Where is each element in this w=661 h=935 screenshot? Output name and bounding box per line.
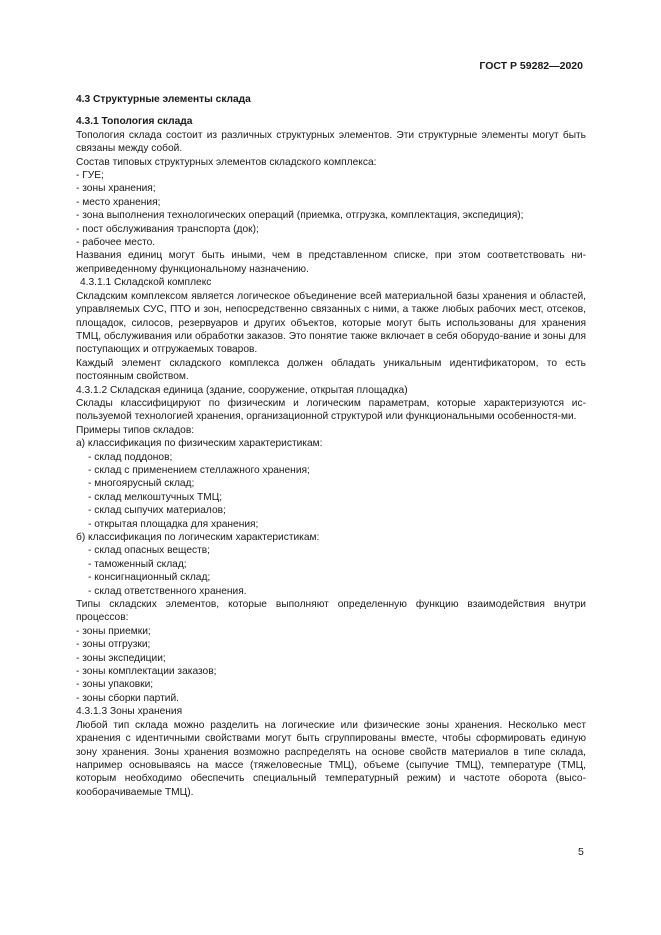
list-heading: б) классификация по логическим характеристикам: (76, 532, 320, 543)
list-item: - консигнационный склад; (88, 572, 211, 584)
paragraph: Типы складских элементов, которые выполняют определенную функцию взаимодействия внутри процессов: (76, 599, 586, 624)
list-item: - рабочее место. (76, 237, 156, 249)
structural-elements-list (76, 169, 586, 249)
list-item: - таможенный склад; (88, 558, 187, 570)
list-item: - склад опасных веществ; (88, 545, 210, 557)
section-4-3-1-3-title: 4.3.1.3 Зоны хранения (76, 706, 183, 718)
standard-header: ГОСТ Р 59282—2020 (479, 60, 583, 72)
paragraph: Названия единиц могут быть иными, чем в представленном списке, при этом соответствовать ни-жеприведенному функциональному назначению. (76, 250, 586, 275)
list-item: - зона выполнения технологических операций (приемка, отгрузка, комплектация, экспедиция); (76, 210, 524, 222)
paragraph-text: Топология склада состоит из различных структурных элементов. Эти структурные элементы могут быть связаны между собой. (76, 129, 586, 155)
list-item: - склад сыпучих материалов; (88, 505, 226, 517)
list-item: - пост обслуживания транспорта (док); (76, 223, 259, 235)
list-item: - склад поддонов; (88, 451, 173, 463)
list-item: - зоны сборки партий. (76, 692, 179, 704)
list-item: - зоны экспедиции; (76, 652, 166, 664)
section-4-3-1-2-title: 4.3.1.2 Складская единица (здание, сооружение, открытая площадка) (76, 384, 408, 396)
list-item: - открытая площадка для хранения; (88, 518, 259, 530)
paragraph (76, 129, 586, 156)
list-item: - зоны отгрузки; (76, 639, 151, 651)
list-item: - зоны приемки; (76, 625, 151, 637)
list-item: - место хранения; (76, 196, 161, 208)
paragraph: Каждый элемент складского комплекса должен обладать уникальным идентификатором, то есть постоянным свойством. (76, 357, 586, 383)
paragraph: Складским комплексом является логическое объединение всей материальной базы хранения и областей, управляемых СУС, ПТО и зон, непосредственно связанных с ними, а также любых рабочих мест, отсеков, площадок, силосов, резервуаров и других объектов, которые могут быть использованы для хранения ТМЦ, обслуживания или обработки заказов. Это понятие также включает в себя оборудо-вание и зоны для поступающих и отгружаемых товаров. (76, 290, 586, 356)
list-item: - зоны комплектации заказов; (76, 666, 217, 678)
logical-types-list (76, 544, 586, 598)
paragraph: Состав типовых структурных элементов складского комплекса: (76, 156, 377, 168)
list-item: - зоны упаковки; (76, 679, 154, 691)
list-item: - ГУЕ; (76, 170, 104, 182)
list-item: - зоны хранения; (76, 183, 156, 195)
paragraph: Примеры типов складов: (76, 424, 195, 436)
physical-types-list (76, 451, 586, 531)
zones-list (76, 625, 586, 705)
page-number: 5 (578, 846, 584, 858)
paragraph: Любой тип склада можно разделить на логические или физические зоны хранения. Несколько мест хранения с идентичными свойствами могут быть сгруппированы вместе, чтобы сформировать единую зону хранения. Зоны хранения возможно распределять на основе свойств материалов в типе склада, например основываясь на массе (тяжеловесные ТМЦ), объеме (сыпучие ТМЦ), температуре (ТМЦ, которым необходимо обеспечить специальный температурный режим) и частоте оборота (высо-кооборачиваемые ТМЦ). (76, 719, 586, 798)
paragraph: Склады классифицируют по физическим и логическим параметрам, которые характеризуются ис-пользуемой технологией хранения, организационной структурой или функциональными особенностя-ми. (76, 397, 586, 423)
list-item: - склад с применением стеллажного хранения; (88, 464, 310, 476)
section-4-3-1-1-title: 4.3.1.1 Складской комплекс (80, 277, 212, 289)
list-item: - склад ответственного хранения. (88, 585, 247, 597)
list-heading: а) классификация по физическим характеристикам: (76, 438, 323, 450)
section-4-3-1-title: 4.3.1 Топология склада (76, 116, 193, 128)
list-item: - склад мелкоштучных ТМЦ; (88, 491, 223, 503)
section-4-3-title: 4.3 Структурные элементы склада (76, 94, 251, 105)
document-body (76, 93, 586, 799)
list-item: - многоярусный склад; (88, 478, 195, 490)
